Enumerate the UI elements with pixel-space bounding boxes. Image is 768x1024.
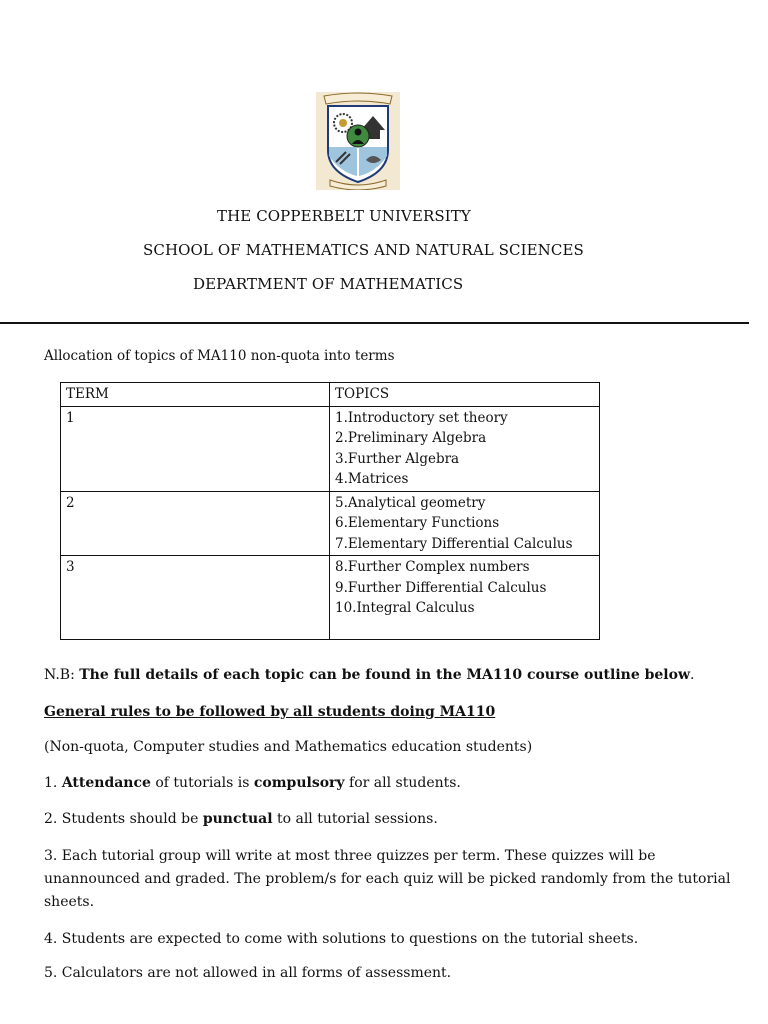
rule-1-suffix: for all students. <box>344 775 461 791</box>
rule-3: 3. Each tutorial group will write at most three quizzes per term. These quizzes will be unannounced and graded. The problem/s for each quiz will be picked randomly from the tutorial sheets. <box>44 848 731 910</box>
topic-item: 6.Elementary Functions <box>335 515 500 531</box>
table-header-row <box>61 383 600 407</box>
topics-cell <box>330 556 600 640</box>
rules-subtitle: (Non-quota, Computer studies and Mathematics education students) <box>44 739 533 755</box>
topic-item: 9.Further Differential Calculus <box>335 579 547 596</box>
topic-item: 7.Elementary Differential Calculus <box>335 535 573 552</box>
rule-2-suffix: to all tutorial sessions. <box>272 811 438 827</box>
topic-item: 3.Further Algebra <box>335 450 460 467</box>
note-bold-text: The full details of each topic can be found in the MA110 course outline below <box>79 667 691 683</box>
table-row <box>61 556 600 640</box>
topics-cell <box>330 406 600 491</box>
intro-text: Allocation of topics of MA110 non-quota into terms <box>44 348 395 364</box>
rule-5: 5. Calculators are not allowed in all forms of assessment. <box>44 965 452 981</box>
topic-item: 5.Analytical geometry <box>335 494 486 511</box>
column-header-topics: TOPICS <box>330 383 600 407</box>
rule-1-bold-compulsory: compulsory <box>253 775 345 791</box>
term-cell: 3 <box>61 556 330 640</box>
rule-2-bold-punctual: punctual <box>202 811 273 827</box>
rule-2 <box>44 808 734 831</box>
term-cell: 2 <box>61 491 330 556</box>
table-row <box>61 491 600 556</box>
topic-item: 4.Matrices <box>335 471 409 487</box>
note-suffix: . <box>690 667 695 683</box>
rule-2-prefix: 2. Students should be <box>44 811 203 827</box>
topic-item: 8.Further Complex numbers <box>335 559 530 575</box>
table-row <box>61 406 600 491</box>
topic-item: 2.Preliminary Algebra <box>335 430 487 446</box>
rule-1 <box>44 772 734 795</box>
rules-title <box>44 701 734 724</box>
crest-icon <box>316 92 400 190</box>
term-cell: 1 <box>61 406 330 491</box>
topics-table <box>60 382 600 640</box>
note-prefix: N.B: <box>44 667 80 683</box>
department-name: DEPARTMENT OF MATHEMATICS <box>193 275 464 293</box>
rule-1-bold-attendance: Attendance <box>61 775 151 791</box>
rule-1-prefix: 1. <box>44 775 62 791</box>
topic-item: 1.Introductory set theory <box>335 409 508 426</box>
school-name: SCHOOL OF MATHEMATICS AND NATURAL SCIENCES <box>143 241 584 259</box>
rules-title-text: General rules to be followed by all students doing MA110 <box>44 704 496 720</box>
topic-item: 10.Integral Calculus <box>335 600 475 616</box>
note-paragraph <box>44 664 734 687</box>
university-crest-logo <box>316 92 400 190</box>
rule-1-mid: of tutorials is <box>150 775 254 791</box>
horizontal-divider <box>0 322 749 324</box>
rule-4: 4. Students are expected to come with solutions to questions on the tutorial sheets. <box>44 931 639 947</box>
topics-cell <box>330 491 600 556</box>
university-name: THE COPPERBELT UNIVERSITY <box>217 207 471 225</box>
column-header-term: TERM <box>61 383 330 407</box>
